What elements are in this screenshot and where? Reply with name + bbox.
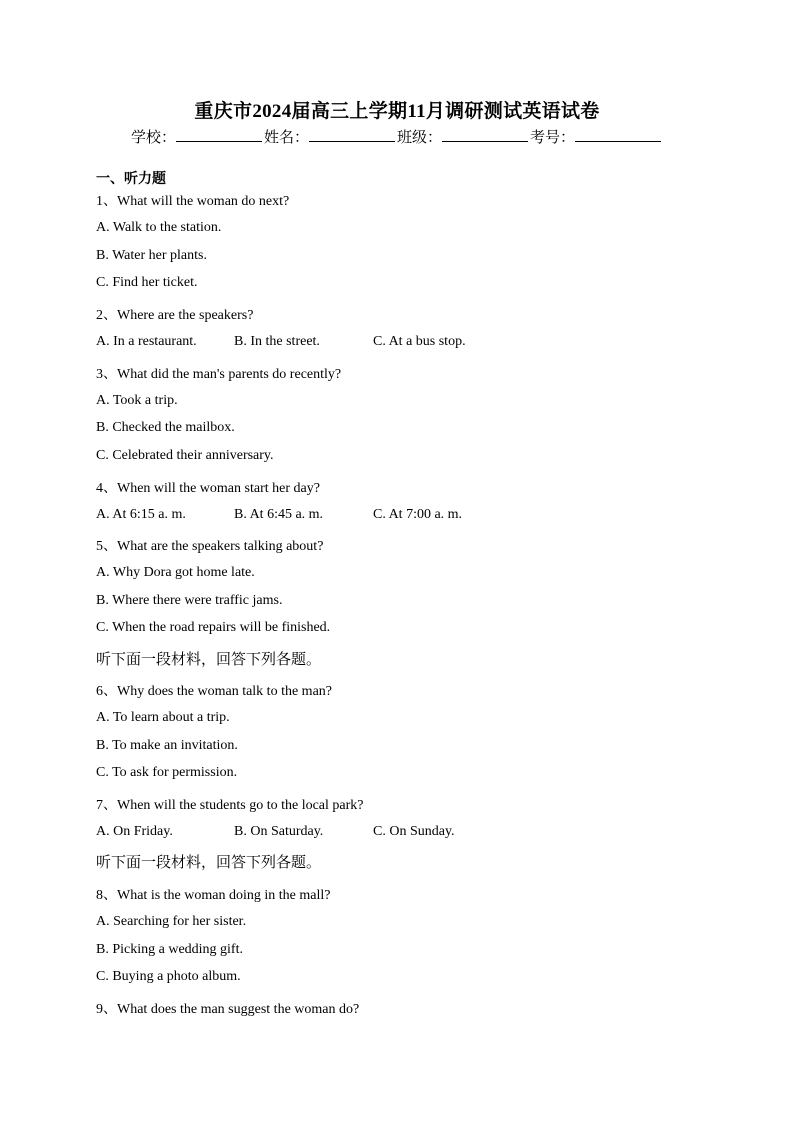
question-5: 5、What are the speakers talking about? — [96, 539, 324, 554]
q6-option-a: A. To learn about a trip. — [96, 710, 230, 725]
question-7: 7、When will the students go to the local park? — [96, 798, 364, 813]
q8-option-b: B. Picking a wedding gift. — [96, 942, 243, 957]
question-2: 2、Where are the speakers? — [96, 308, 254, 323]
q1-option-c: C. Find her ticket. — [96, 275, 198, 290]
q1-option-a: A. Walk to the station. — [96, 220, 222, 235]
q2-option-c: C. At a bus stop. — [373, 334, 466, 349]
class-label: 班级： — [397, 130, 443, 146]
q7-option-b: B. On Saturday. — [234, 824, 324, 839]
q3-option-c: C. Celebrated their anniversary. — [96, 448, 274, 463]
q5-option-b: B. Where there were traffic jams. — [96, 593, 283, 608]
q6-option-c: C. To ask for permission. — [96, 765, 238, 780]
exam-title: 重庆市2024届高三上学期11月调研测试英语试卷 — [194, 101, 600, 122]
q5-option-a: A. Why Dora got home late. — [96, 565, 255, 580]
q7-option-a: A. On Friday. — [96, 824, 173, 839]
q7-option-c: C. On Sunday. — [373, 824, 455, 839]
q8-option-c: C. Buying a photo album. — [96, 969, 241, 984]
q2-options — [96, 334, 466, 350]
q6-option-b: B. To make an invitation. — [96, 738, 238, 753]
q7-options — [96, 824, 455, 840]
name-label: 姓名： — [263, 130, 309, 146]
class-blank[interactable] — [442, 127, 528, 142]
question-1: 1、What will the woman do next? — [96, 194, 290, 209]
name-blank[interactable] — [309, 127, 395, 142]
student-info-line — [0, 126, 794, 147]
q4-option-c: C. At 7:00 a. m. — [373, 507, 463, 522]
q4-options — [96, 507, 462, 523]
q4-option-b: B. At 6:45 a. m. — [234, 507, 324, 522]
school-blank[interactable] — [176, 127, 262, 142]
question-6: 6、Why does the woman talk to the man? — [96, 684, 332, 699]
question-3: 3、What did the man's parents do recently? — [96, 367, 342, 382]
question-9: 9、What does the man suggest the woman do? — [96, 1002, 360, 1017]
q5-option-c: C. When the road repairs will be finished. — [96, 620, 331, 635]
q3-option-a: A. Took a trip. — [96, 393, 178, 408]
number-label: 考号： — [530, 130, 576, 146]
section-title-listening: 一、听力题 — [96, 172, 166, 187]
q8-option-a: A. Searching for her sister. — [96, 914, 247, 929]
q3-option-b: B. Checked the mailbox. — [96, 420, 235, 435]
question-8: 8、What is the woman doing in the mall? — [96, 888, 331, 903]
q1-option-b: B. Water her plants. — [96, 248, 207, 263]
number-blank[interactable] — [575, 127, 661, 142]
instruction-2: 听下面一段材料，回答下列各题。 — [96, 855, 322, 871]
school-label: 学校： — [130, 130, 176, 146]
q2-option-a: A. In a restaurant. — [96, 334, 197, 349]
q4-option-a: A. At 6:15 a. m. — [96, 507, 186, 522]
instruction-1: 听下面一段材料，回答下列各题。 — [96, 652, 322, 668]
q2-option-b: B. In the street. — [234, 334, 320, 349]
question-4: 4、When will the woman start her day? — [96, 481, 320, 496]
